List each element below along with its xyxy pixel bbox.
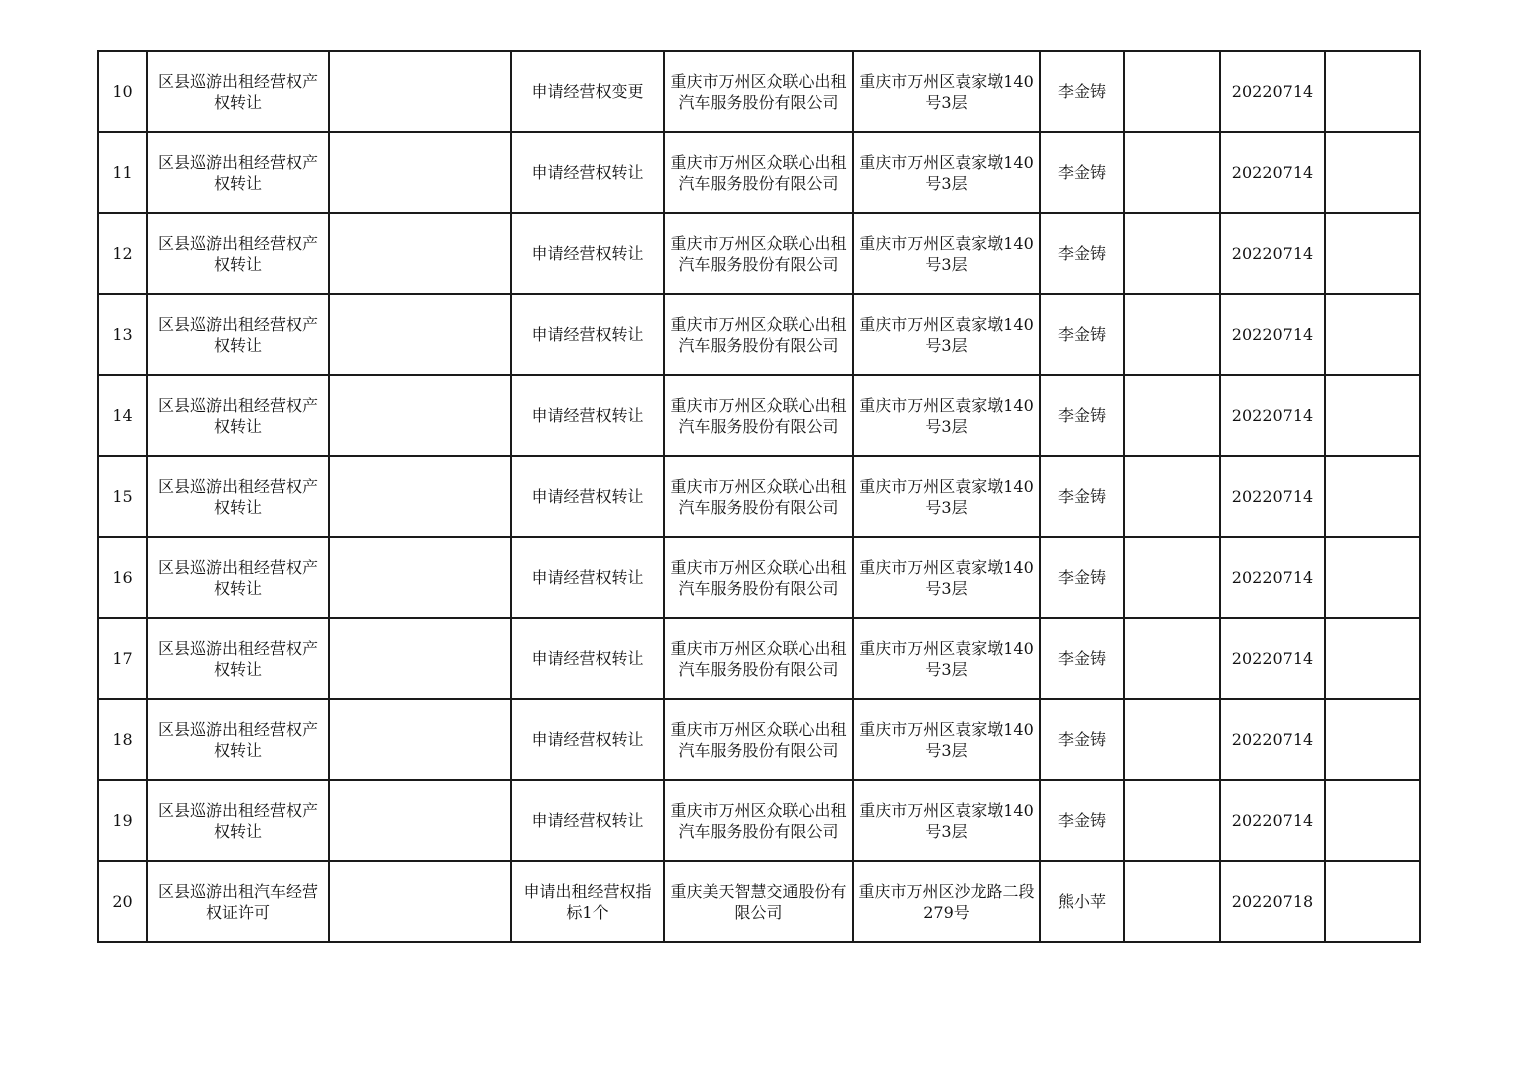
blank-cell-8 [1124, 537, 1220, 618]
blank-cell-8 [1124, 294, 1220, 375]
table-row [98, 618, 1420, 699]
company-cell: 重庆市万州区众联心出租汽车服务股份有限公司 [664, 294, 853, 375]
blank-cell-10 [1325, 537, 1420, 618]
application-type-cell: 申请经营权转让 [511, 780, 664, 861]
person-cell: 李金铸 [1040, 51, 1124, 132]
person-cell: 李金铸 [1040, 537, 1124, 618]
blank-cell-10 [1325, 213, 1420, 294]
blank-cell-8 [1124, 132, 1220, 213]
address-cell: 重庆市万州区袁家墩140号3层 [853, 780, 1040, 861]
company-cell: 重庆市万州区众联心出租汽车服务股份有限公司 [664, 456, 853, 537]
blank-cell-8 [1124, 861, 1220, 942]
row-number-cell: 13 [98, 294, 147, 375]
person-cell: 李金铸 [1040, 618, 1124, 699]
blank-cell-3 [329, 51, 511, 132]
company-cell: 重庆市万州区众联心出租汽车服务股份有限公司 [664, 618, 853, 699]
company-cell: 重庆市万州区众联心出租汽车服务股份有限公司 [664, 699, 853, 780]
date-cell: 20220714 [1220, 375, 1325, 456]
person-cell: 李金铸 [1040, 213, 1124, 294]
blank-cell-3 [329, 456, 511, 537]
application-type-cell: 申请经营权转让 [511, 456, 664, 537]
table-row [98, 861, 1420, 942]
person-cell: 李金铸 [1040, 456, 1124, 537]
blank-cell-3 [329, 861, 511, 942]
blank-cell-10 [1325, 51, 1420, 132]
date-cell: 20220714 [1220, 51, 1325, 132]
blank-cell-3 [329, 132, 511, 213]
blank-cell-10 [1325, 294, 1420, 375]
company-cell: 重庆市万州区众联心出租汽车服务股份有限公司 [664, 537, 853, 618]
blank-cell-10 [1325, 699, 1420, 780]
address-cell: 重庆市万州区袁家墩140号3层 [853, 699, 1040, 780]
item-name-cell: 区县巡游出租汽车经营权证许可 [147, 861, 329, 942]
application-type-cell: 申请经营权转让 [511, 375, 664, 456]
table-row [98, 51, 1420, 132]
item-name-cell: 区县巡游出租经营权产权转让 [147, 213, 329, 294]
item-name-cell: 区县巡游出租经营权产权转让 [147, 780, 329, 861]
application-type-cell: 申请经营权转让 [511, 537, 664, 618]
blank-cell-8 [1124, 213, 1220, 294]
application-type-cell: 申请经营权转让 [511, 294, 664, 375]
row-number-cell: 18 [98, 699, 147, 780]
blank-cell-3 [329, 375, 511, 456]
table-row [98, 537, 1420, 618]
address-cell: 重庆市万州区袁家墩140号3层 [853, 375, 1040, 456]
blank-cell-3 [329, 780, 511, 861]
table-row [98, 699, 1420, 780]
person-cell: 李金铸 [1040, 375, 1124, 456]
application-type-cell: 申请经营权转让 [511, 618, 664, 699]
company-cell: 重庆市万州区众联心出租汽车服务股份有限公司 [664, 132, 853, 213]
blank-cell-8 [1124, 699, 1220, 780]
table-row [98, 213, 1420, 294]
person-cell: 李金铸 [1040, 132, 1124, 213]
item-name-cell: 区县巡游出租经营权产权转让 [147, 618, 329, 699]
blank-cell-10 [1325, 780, 1420, 861]
table-row [98, 780, 1420, 861]
company-cell: 重庆市万州区众联心出租汽车服务股份有限公司 [664, 780, 853, 861]
table-row [98, 294, 1420, 375]
row-number-cell: 11 [98, 132, 147, 213]
date-cell: 20220714 [1220, 780, 1325, 861]
table-body [98, 51, 1420, 942]
application-type-cell: 申请出租经营权指标1个 [511, 861, 664, 942]
row-number-cell: 12 [98, 213, 147, 294]
application-type-cell: 申请经营权转让 [511, 699, 664, 780]
row-number-cell: 20 [98, 861, 147, 942]
date-cell: 20220714 [1220, 456, 1325, 537]
date-cell: 20220714 [1220, 294, 1325, 375]
company-cell: 重庆市万州区众联心出租汽车服务股份有限公司 [664, 375, 853, 456]
row-number-cell: 16 [98, 537, 147, 618]
table-row [98, 132, 1420, 213]
row-number-cell: 19 [98, 780, 147, 861]
blank-cell-8 [1124, 780, 1220, 861]
item-name-cell: 区县巡游出租经营权产权转让 [147, 51, 329, 132]
address-cell: 重庆市万州区袁家墩140号3层 [853, 618, 1040, 699]
date-cell: 20220718 [1220, 861, 1325, 942]
address-cell: 重庆市万州区袁家墩140号3层 [853, 294, 1040, 375]
person-cell: 熊小苹 [1040, 861, 1124, 942]
company-cell: 重庆市万州区众联心出租汽车服务股份有限公司 [664, 213, 853, 294]
address-cell: 重庆市万州区袁家墩140号3层 [853, 456, 1040, 537]
company-cell: 重庆市万州区众联心出租汽车服务股份有限公司 [664, 51, 853, 132]
blank-cell-10 [1325, 132, 1420, 213]
blank-cell-3 [329, 294, 511, 375]
row-number-cell: 14 [98, 375, 147, 456]
blank-cell-3 [329, 699, 511, 780]
address-cell: 重庆市万州区袁家墩140号3层 [853, 132, 1040, 213]
address-cell: 重庆市万州区袁家墩140号3层 [853, 51, 1040, 132]
blank-cell-8 [1124, 618, 1220, 699]
person-cell: 李金铸 [1040, 699, 1124, 780]
date-cell: 20220714 [1220, 213, 1325, 294]
address-cell: 重庆市万州区袁家墩140号3层 [853, 213, 1040, 294]
blank-cell-10 [1325, 375, 1420, 456]
date-cell: 20220714 [1220, 537, 1325, 618]
company-cell: 重庆美天智慧交通股份有限公司 [664, 861, 853, 942]
record-table [97, 50, 1421, 943]
blank-cell-8 [1124, 456, 1220, 537]
blank-cell-3 [329, 537, 511, 618]
item-name-cell: 区县巡游出租经营权产权转让 [147, 699, 329, 780]
item-name-cell: 区县巡游出租经营权产权转让 [147, 132, 329, 213]
person-cell: 李金铸 [1040, 780, 1124, 861]
item-name-cell: 区县巡游出租经营权产权转让 [147, 456, 329, 537]
application-type-cell: 申请经营权变更 [511, 51, 664, 132]
item-name-cell: 区县巡游出租经营权产权转让 [147, 375, 329, 456]
application-type-cell: 申请经营权转让 [511, 132, 664, 213]
date-cell: 20220714 [1220, 132, 1325, 213]
person-cell: 李金铸 [1040, 294, 1124, 375]
table-row [98, 456, 1420, 537]
blank-cell-10 [1325, 456, 1420, 537]
date-cell: 20220714 [1220, 618, 1325, 699]
blank-cell-8 [1124, 51, 1220, 132]
date-cell: 20220714 [1220, 699, 1325, 780]
blank-cell-3 [329, 618, 511, 699]
blank-cell-3 [329, 213, 511, 294]
table-row [98, 375, 1420, 456]
item-name-cell: 区县巡游出租经营权产权转让 [147, 294, 329, 375]
application-type-cell: 申请经营权转让 [511, 213, 664, 294]
blank-cell-10 [1325, 618, 1420, 699]
row-number-cell: 10 [98, 51, 147, 132]
blank-cell-10 [1325, 861, 1420, 942]
item-name-cell: 区县巡游出租经营权产权转让 [147, 537, 329, 618]
address-cell: 重庆市万州区沙龙路二段279号 [853, 861, 1040, 942]
blank-cell-8 [1124, 375, 1220, 456]
row-number-cell: 17 [98, 618, 147, 699]
address-cell: 重庆市万州区袁家墩140号3层 [853, 537, 1040, 618]
row-number-cell: 15 [98, 456, 147, 537]
